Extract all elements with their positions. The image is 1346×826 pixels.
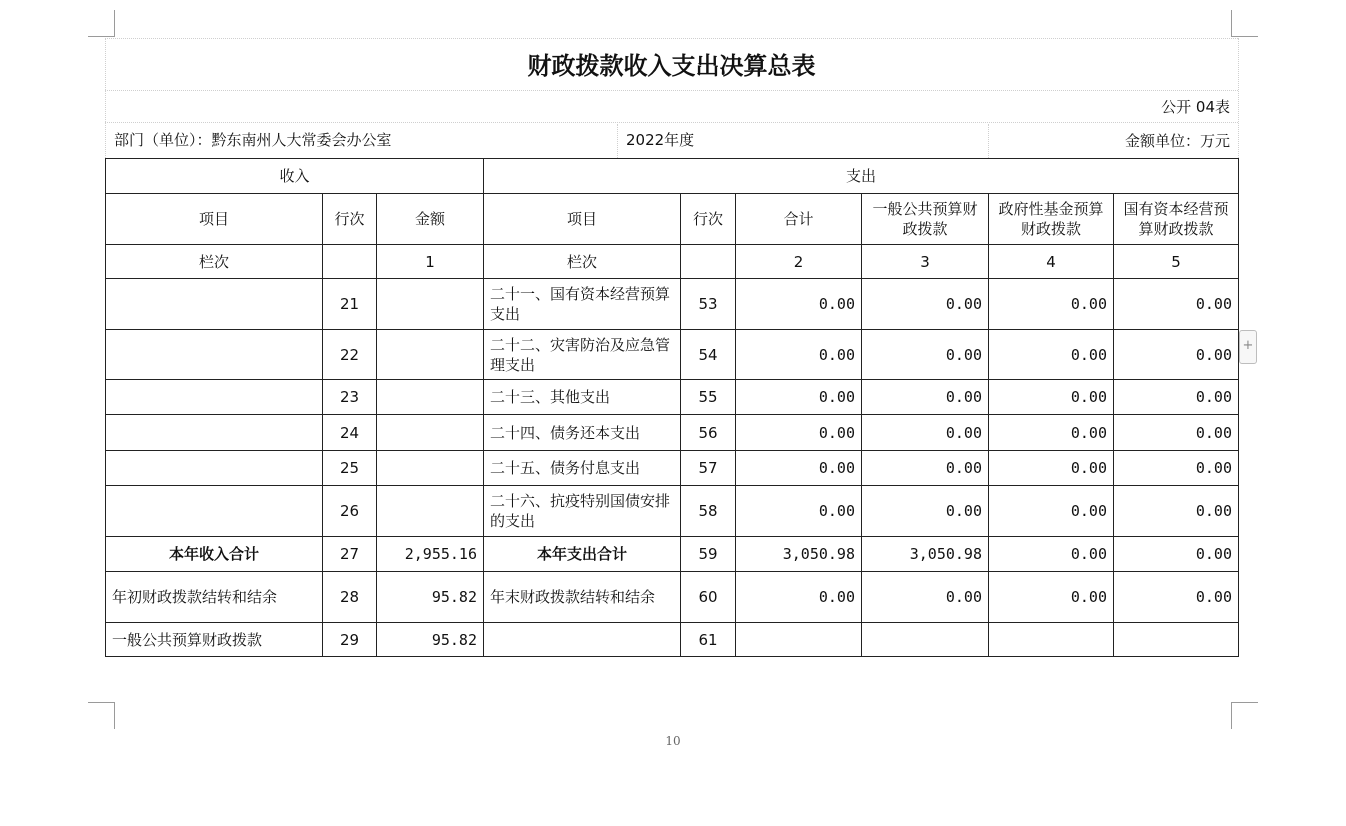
department-label: 部门（单位）：黔东南州人大常委会办公室 — [114, 131, 392, 149]
total-cell: 0.00 — [736, 380, 862, 415]
expense-item-cell: 本年支出合计 — [484, 537, 681, 572]
gov-fund-cell: 0.00 — [989, 486, 1114, 537]
guide-line — [617, 124, 618, 158]
income-amount-cell — [377, 486, 484, 537]
gov-fund-cell — [989, 623, 1114, 657]
gov-fund-cell: 0.00 — [989, 380, 1114, 415]
state-capital-cell: 0.00 — [1114, 537, 1239, 572]
expense-row-no-cell: 59 — [681, 537, 736, 572]
expense-item-cell: 二十四、债务还本支出 — [484, 415, 681, 451]
expense-row-no-cell: 56 — [681, 415, 736, 451]
income-amount-cell: 95.82 — [377, 623, 484, 657]
empty-cell — [681, 245, 736, 279]
income-row-no-header: 行次 — [323, 194, 377, 245]
income-item-cell — [106, 380, 323, 415]
expense-item-cell: 二十三、其他支出 — [484, 380, 681, 415]
income-item-cell: 一般公共预算财政拨款 — [106, 623, 323, 657]
income-item-cell: 年初财政拨款结转和结余 — [106, 572, 323, 623]
page-number: 10 — [665, 734, 681, 748]
state-capital-cell: 0.00 — [1114, 380, 1239, 415]
column-label: 栏次 — [106, 245, 323, 279]
column-index: 3 — [862, 245, 989, 279]
gov-fund-cell: 0.00 — [989, 415, 1114, 451]
income-row-no-cell: 27 — [323, 537, 377, 572]
page-title: 财政拨款收入支出决算总表 — [527, 51, 816, 80]
state-capital-cell: 0.00 — [1114, 279, 1239, 330]
table-row — [106, 279, 1239, 330]
crop-mark-bottom-left — [88, 702, 115, 729]
expense-row-no-cell: 54 — [681, 330, 736, 380]
general-budget-cell: 0.00 — [862, 415, 989, 451]
income-amount-cell — [377, 415, 484, 451]
column-index: 4 — [989, 245, 1114, 279]
income-item-cell — [106, 415, 323, 451]
general-budget-cell: 0.00 — [862, 572, 989, 623]
income-item-cell — [106, 279, 323, 330]
general-budget-cell: 0.00 — [862, 486, 989, 537]
guide-line — [105, 122, 1238, 123]
gov-fund-cell: 0.00 — [989, 537, 1114, 572]
column-label: 栏次 — [484, 245, 681, 279]
income-row-no-cell: 24 — [323, 415, 377, 451]
income-header: 收入 — [106, 159, 484, 194]
expense-row-no-header: 行次 — [681, 194, 736, 245]
gov-fund-cell: 0.00 — [989, 279, 1114, 330]
general-budget-cell: 0.00 — [862, 451, 989, 486]
income-row-no-cell: 28 — [323, 572, 377, 623]
gov-fund-cell: 0.00 — [989, 330, 1114, 380]
column-index: 1 — [377, 245, 484, 279]
total-cell: 0.00 — [736, 415, 862, 451]
total-cell: 0.00 — [736, 330, 862, 380]
income-amount-cell — [377, 380, 484, 415]
expense-item-cell — [484, 623, 681, 657]
income-row-no-cell: 22 — [323, 330, 377, 380]
income-amount-cell: 95.82 — [377, 572, 484, 623]
general-budget-header: 一般公共预算财政拨款 — [862, 194, 989, 245]
state-capital-cell: 0.00 — [1114, 451, 1239, 486]
expense-item-cell: 二十一、国有资本经营预算支出 — [484, 279, 681, 330]
empty-cell — [323, 245, 377, 279]
state-capital-cell: 0.00 — [1114, 415, 1239, 451]
expense-item-header: 项目 — [484, 194, 681, 245]
income-amount-cell — [377, 279, 484, 330]
income-row-no-cell: 29 — [323, 623, 377, 657]
budget-table — [105, 158, 1239, 657]
total-cell: 0.00 — [736, 279, 862, 330]
income-amount-cell: 2,955.16 — [377, 537, 484, 572]
column-index: 5 — [1114, 245, 1239, 279]
table-header-row — [106, 194, 1239, 245]
expense-row-no-cell: 53 — [681, 279, 736, 330]
table-row — [106, 572, 1239, 623]
guide-line — [105, 90, 1238, 91]
income-amount-header: 金额 — [377, 194, 484, 245]
expense-item-cell: 二十五、债务付息支出 — [484, 451, 681, 486]
income-row-no-cell: 23 — [323, 380, 377, 415]
year-label: 2022年度 — [626, 131, 695, 149]
plus-icon: + — [1242, 338, 1254, 353]
income-item-cell — [106, 330, 323, 380]
general-budget-cell: 3,050.98 — [862, 537, 989, 572]
general-budget-cell — [862, 623, 989, 657]
crop-mark-top-left — [88, 10, 115, 37]
general-budget-cell: 0.00 — [862, 380, 989, 415]
income-item-cell — [106, 486, 323, 537]
total-header: 合计 — [736, 194, 862, 245]
income-row-no-cell: 25 — [323, 451, 377, 486]
expense-row-no-cell: 61 — [681, 623, 736, 657]
expense-item-cell: 二十二、灾害防治及应急管理支出 — [484, 330, 681, 380]
expense-row-no-cell: 60 — [681, 572, 736, 623]
expense-row-no-cell: 57 — [681, 451, 736, 486]
crop-mark-top-right — [1231, 10, 1258, 37]
expense-item-cell: 二十六、抗疫特别国债安排的支出 — [484, 486, 681, 537]
total-cell: 0.00 — [736, 451, 862, 486]
income-item-cell: 本年收入合计 — [106, 537, 323, 572]
expense-item-cell: 年末财政拨款结转和结余 — [484, 572, 681, 623]
state-capital-header: 国有资本经营预算财政拨款 — [1114, 194, 1239, 245]
expense-row-no-cell: 58 — [681, 486, 736, 537]
income-row-no-cell: 21 — [323, 279, 377, 330]
gov-fund-cell: 0.00 — [989, 451, 1114, 486]
table-row — [106, 415, 1239, 451]
state-capital-cell: 0.00 — [1114, 330, 1239, 380]
table-row — [106, 537, 1239, 572]
unit-label: 金额单位：万元 — [1124, 132, 1230, 150]
gov-fund-cell: 0.00 — [989, 572, 1114, 623]
table-header-row — [106, 159, 1239, 194]
table-row — [106, 623, 1239, 657]
income-row-no-cell: 26 — [323, 486, 377, 537]
income-amount-cell — [377, 451, 484, 486]
expense-header: 支出 — [484, 159, 1239, 194]
state-capital-cell — [1114, 623, 1239, 657]
guide-line — [988, 124, 989, 158]
income-item-cell — [106, 451, 323, 486]
table-row — [106, 486, 1239, 537]
general-budget-cell: 0.00 — [862, 279, 989, 330]
total-cell: 0.00 — [736, 572, 862, 623]
state-capital-cell: 0.00 — [1114, 486, 1239, 537]
column-index: 2 — [736, 245, 862, 279]
state-capital-cell: 0.00 — [1114, 572, 1239, 623]
income-item-header: 项目 — [106, 194, 323, 245]
guide-line — [105, 38, 1238, 39]
guide-line — [1238, 38, 1239, 158]
table-row — [106, 330, 1239, 380]
total-cell: 0.00 — [736, 486, 862, 537]
table-row — [106, 380, 1239, 415]
total-cell: 3,050.98 — [736, 537, 862, 572]
table-row — [106, 451, 1239, 486]
column-index-row — [106, 245, 1239, 279]
add-column-button[interactable] — [1239, 330, 1257, 364]
gov-fund-header: 政府性基金预算财政拨款 — [989, 194, 1114, 245]
general-budget-cell: 0.00 — [862, 330, 989, 380]
form-number: 公开 04表 — [1161, 98, 1230, 116]
total-cell — [736, 623, 862, 657]
expense-row-no-cell: 55 — [681, 380, 736, 415]
crop-mark-bottom-right — [1231, 702, 1258, 729]
income-amount-cell — [377, 330, 484, 380]
